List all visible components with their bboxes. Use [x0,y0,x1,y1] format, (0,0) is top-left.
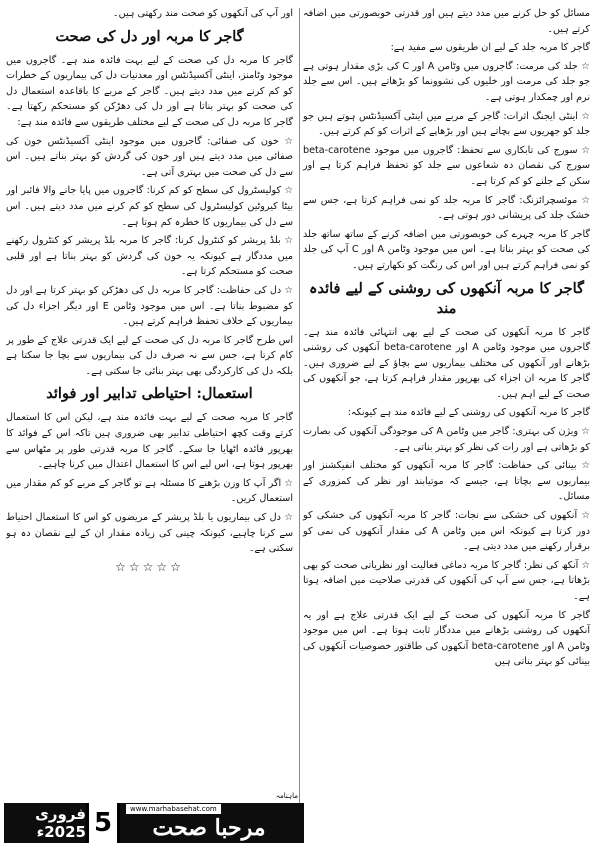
bullet-item: ☆ خون کی صفائی: گاجروں میں موجود اینٹی آکسیڈنٹس خون کی صفائی میں مدد دیتے ہیں اور خون کی گردش کو بہتر بناتے ہیں۔ اس سے دل کی صحت میں بہتری آتی ہے۔ [6,135,293,178]
paragraph: اور آپ کی آنکھوں کو صحت مند رکھتی ہیں۔ [113,8,293,19]
paragraph: گاجر کا مربہ چہرے کی خوبصورتی میں اضافہ کرنے کے ساتھ ساتھ جلد کی صحت کو بہتر بناتا ہے۔ اس میں موجود وٹامن A اور C آپ کی جلد کو نمی فراہم کرتے ہیں اور اس کی رنگت کو نکھارتے ہیں۔ [303,228,591,271]
paragraph: مسائل کو حل کرنے میں مدد دیتے ہیں اور قدرتی خوبصورتی میں اضافہ کرتے ہیں۔ [303,8,590,35]
section-heading-eyes: گاجر کا مربہ آنکھوں کی روشنی کے لیے فائدہ مند [309,279,584,317]
section-heading-heart: گاجر کا مربہ اور دل کی صحت [55,27,244,45]
column-divider [299,8,300,804]
issue-date: فروری 2025ء [35,805,86,841]
page-number: 5 [86,803,120,843]
bullet-item: ☆ آنکھ کی نظر: گاجر کا مربہ دماغی فعالیت اور نظریاتی صحت کو بھی بڑھاتا ہے، جس سے آپ کی آنکھوں کی قدرتی صلاحیت میں اضافہ ہوتا ہے۔ [303,559,590,602]
bullet-item: ☆ اینٹی ایجنگ اثرات: گاجر کے مربے میں اینٹی آکسیڈنٹس ہوتے ہیں جو جلد کو جھریوں سے بچاتے ہیں اور بڑھاپے کے اثرات کو کم کرتے ہیں۔ [303,110,590,138]
bullet-item: ☆ بینائی کی حفاظت: گاجر کا مربہ آنکھوں کو مختلف انفیکشنز اور بیماریوں سے بچاتا ہے، جیسے کہ موتیابند اور نظر کی کمزوری کے مسائل۔ [303,460,590,503]
bullet-item: ☆ ویژن کی بہتری: گاجر میں وٹامن A کی موجودگی آنکھوں کی بصارت کو بڑھاتی ہے اور رات کی نظر کو بہتر بناتی ہے۔ [303,426,590,453]
paragraph: گاجر کا مربہ آنکھوں کی روشنی کے لیے فائدہ مند ہے کیونکہ: [347,407,590,419]
stars-separator: ☆☆☆☆☆ [115,559,184,574]
bullet-item: ☆ کولیسٹرول کی سطح کو کم کرنا: گاجروں میں پایا جانے والا فائبر اور بیٹا کیروٹین کولیسٹرول کی سطح کو کم کرنے میں مدد دیتے ہیں۔ اس سے دل کی بیماریوں کا خطرہ کم ہوتا ہے۔ [6,185,293,228]
bullet-item: ☆ دل کی حفاظت: گاجر کا مربہ دل کی دھڑکن کو بہتر کرتا ہے اور دل کو مضبوط بناتا ہے۔ اس میں موجود وٹامن E اور دیگر اجزاء دل کی بیماریوں کے خلاف تحفظ فراہم کرتے ہیں۔ [6,284,293,328]
bullet-item: ☆ اگر آپ کا وزن بڑھنے کا مسئلہ ہے تو گاجر کے مربے کو کم مقدار میں استعمال کریں۔ [6,477,293,505]
bullet-item: ☆ موئسچرائزنگ: گاجر کا مربہ جلد کو نمی فراہم کرتا ہے، جس سے خشک جلد کی پریشانی دور ہوتی ہے۔ [303,194,590,222]
magazine-footer [4,792,304,843]
bullet-item: ☆ جلد کی مرمت: گاجروں میں وٹامن A اور C کی بڑی مقدار ہوتی ہے جو جلد کی مرمت اور خلیوں کی نشوونما کو بڑھاتے ہیں۔ اس سے جلد نرم اور چمکدار ہوتی ہے۔ [303,60,590,103]
brand-block [120,792,304,843]
website-url: www.marhabasehat.com [126,804,221,814]
left-column [6,6,293,806]
bullet-item: ☆ بلڈ پریشر کو کنٹرول کرنا: گاجر کا مربہ بلڈ پریشر کو کنٹرول رکھنے میں مددگار ہے کیونکہ یہ خون کی گردش کو بہتر بناتا ہے اور قلبی صحت کو مستحکم کرتا ہے۔ [6,235,293,278]
paragraph: گاجر کا مربہ آنکھوں کی صحت کے لیے ایک قدرتی علاج ہے اور یہ آنکھوں کی روشنی بڑھانے میں مددگار ثابت ہوتا ہے۔ اس میں موجود وٹامن A اور beta-carotene آنکھوں کی طاقتور خصوصیات آنکھوں کی بینائی کو بہتر بناتی ہیں [303,609,591,668]
paragraph: اس طرح گاجر کا مربہ دل کی صحت کے لیے ایک قدرتی علاج کے طور پر کام کرتا ہے، جس سے نہ صرف دل کی بیماریوں سے بچا جا سکتا ہے بلکہ دل کی کارکردگی بھی بہتر بنائی جا سکتی ہے۔ [6,334,293,377]
magazine-logo: مرحبا صحت [152,815,266,841]
monthly-label: ماہنامہ [275,792,298,800]
paragraph: گاجر کا مربہ آنکھوں کی صحت کے لیے بھی انتہائی فائدہ مند ہے۔ گاجروں میں موجود وٹامن A اور beta-carotene آنکھوں کی روشنی بڑھانے اور آنکھوں کی مختلف بیماریوں سے بچاؤ کے لیے ضروری ہیں۔ گاجر کا مربہ ان اجزاء کی بھرپور مقدار فراہم کرتا ہے، جو آنکھوں کی صحت کے لیے اہم ہیں۔ [303,326,591,400]
right-column [303,6,590,673]
paragraph: گاجر کا مربہ دل کی صحت کے لیے بہت فائدہ مند ہے۔ گاجروں میں موجود وٹامنز، اینٹی آکسیڈنٹس اور معدنیات دل کی بیماریوں کے خطرات کو کم کرنے میں مدد دیتے ہیں۔ گاجر کے مربے کا باقاعدہ استعمال دل کی صحت کو بہتر بناتا ہے اور دل کی دھڑکن کو مستحکم رکھتا ہے۔ گاجر کا مربہ دل کی صحت کے لیے مختلف طریقوں سے فائدہ مند ہے: [6,54,293,128]
bullet-item: ☆ دل کی بیماریوں یا بلڈ پریشر کے مریضوں کو اس کا استعمال احتیاط سے کرنا چاہیے، کیونکہ چینی کی زیادہ مقدار ان کے لیے نقصان دہ ہو سکتی ہے۔ [6,512,293,555]
bullet-item: ☆ سورج کی تابکاری سے تحفظ: گاجروں میں موجود beta-carotene سورج کی نقصان دہ شعاعوں سے جلد کو تحفظ فراہم کرتا ہے اور سکن کے جلنے کو کم کرتا ہے۔ [303,144,590,187]
paragraph: گاجر کا مربہ صحت کے لیے بہت فائدہ مند ہے، لیکن اس کا استعمال کرتے وقت کچھ احتیاطی تدابیر بھی ضروری ہیں تاکہ اس کے فوائد کا بھرپور فائدہ اٹھایا جا سکے۔ گاجر کا مربہ قدرتی طور پر مٹھاس سے بھرپور ہوتا ہے، اس لیے اس کا استعمال اعتدال میں کرنا چاہیے۔ [6,412,293,471]
paragraph: گاجر کا مربہ جلد کے لیے ان طریقوں سے مفید ہے: [390,42,590,54]
section-heading-usage: استعمال: احتیاطی تدابیر اور فوائد [46,385,253,403]
bullet-item: ☆ آنکھوں کی خشکی سے نجات: گاجر کا مربہ آنکھوں کی خشکی کو دور کرتا ہے کیونکہ اس میں وٹامن A کی مقدار آنکھوں کی نمی کو برقرار رکھنے میں مدد دیتی ہے۔ [303,510,590,553]
